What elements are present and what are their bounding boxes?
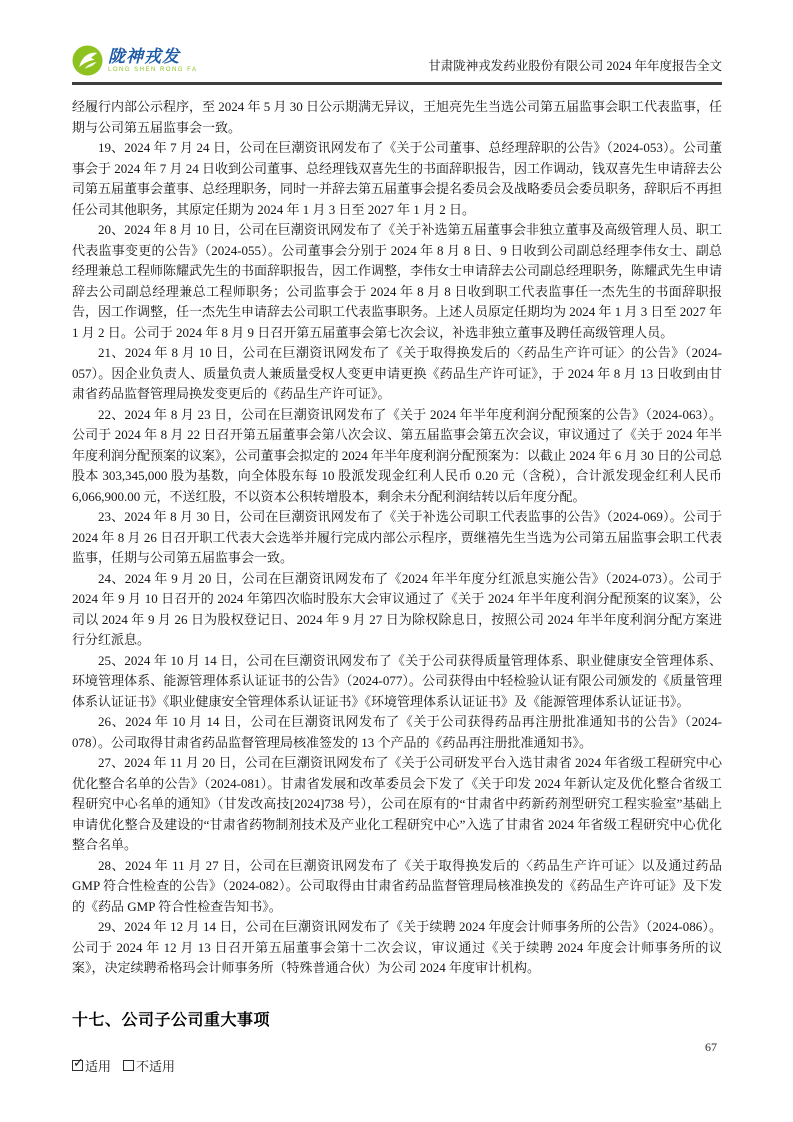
paragraph: 经履行内部公示程序，至 2024 年 5 月 30 日公示期满无异议，王旭亮先生当选公司第五届监事会职工代表监事，任期与公司第五届监事会一致。 xyxy=(72,99,723,135)
paragraph: 21、2024 年 8 月 10 日，公司在巨潮资讯网发布了《关于取得换发后的〈药品生产许可证〉的公告》（2024-057）。因企业负责人、质量负责人兼质量受权人变更申请更换《药品生产许可证》，于 2024 年 8 月 13 日收到由甘肃省药品监督管理局换发变更后的《药品生产许可证》。 xyxy=(72,345,722,401)
company-logo xyxy=(72,45,198,76)
section-heading: 十七、公司子公司重大事项 xyxy=(72,1011,271,1029)
paragraph: 20、2024 年 8 月 10 日，公司在巨潮资讯网发布了《关于补选第五届董事会非独立董事及高级管理人员、职工代表监事变更的公告》（2024-055）。公司董事会分别于 2024 年 8 月 8 日、9 日收到公司副总经理李伟女士、副总经理兼总工程师陈耀武先生的书面辞职报告，因工作调整，李伟女士申请辞去公司副总经理职务，陈耀武先生申请辞去公司副总经理兼总工程师职务；公司监事会于 2024 年 8 月 8 日收到职工代表监事任一杰先生的书面辞职报告，因工作调整，任一杰先生申请辞去公司职工代表监事职务。上述人员原定任期均为 2024 年 1 月 3 日至 2027 年 1 月 2 日。公司于 2024 年 8 月 9 日召开第五届董事会第七次会议，补选非独立董事及聘任高级管理人员。 xyxy=(72,222,723,340)
page-number: 67 xyxy=(705,1040,717,1054)
paragraph: 25、2024 年 10 月 14 日，公司在巨潮资讯网发布了《关于公司获得质量管理体系、职业健康安全管理体系、环境管理体系、能源管理体系认证证书的公告》（2024-077）。公司获得由中轻检验认证有限公司颁发的《质量管理体系认证证书》《职业健康安全管理体系认证证书》《环境管理体系认证证书》及《能源管理体系认证证书》。 xyxy=(72,652,722,709)
applicable-option[interactable] xyxy=(72,1056,111,1075)
paragraph: 29、2024 年 12 月 14 日，公司在巨潮资讯网发布了《关于续聘 2024 年度会计师事务所的公告》（2024-086）。公司于 2024 年 12 月 13 日召开第五届董事会第十二次会议，审议通过《关于续聘 2024 年度会计师事务所的议案》，决定续聘希格玛会计师事务所（特殊普通合伙）为公司 2024 年度审计机构。 xyxy=(72,919,722,975)
paragraph-list xyxy=(72,97,722,979)
brand-name-en: LONG SHEN RONG FA xyxy=(108,67,198,73)
brand-name-cn: 陇神戎发 xyxy=(108,47,180,66)
checkbox-unchecked-icon[interactable] xyxy=(123,1060,134,1071)
report-body xyxy=(72,97,722,1075)
logo-icon xyxy=(72,45,103,76)
page-header xyxy=(72,42,722,85)
check-mark-icon: ✓ xyxy=(73,1055,84,1071)
paragraph: 28、2024 年 11 月 27 日，公司在巨潮资讯网发布了《关于取得换发后的〈药品生产许可证〉以及通过药品 GMP 符合性检查的公告》（2024-082）。公司取得由甘肃省药品监督管理局核准换发的《药品生产许可证》及下发的《药品 GMP 符合性检查告知书》。 xyxy=(72,857,722,914)
logo-text xyxy=(108,48,198,73)
paragraph: 24、2024 年 9 月 20 日，公司在巨潮资讯网发布了《2024 年半年度分红派息实施公告》（2024-073）。公司于 2024 年 9 月 10 日召开的 2024 年第四次临时股东大会审议通过了《关于 2024 年半年度利润分配预案的议案》，公司以 2024 年 9 月 26 日为股权登记日、2024 年 9 月 27 日为除权除息日，按照公司 2024 年半年度利润分配方案进行分红派息。 xyxy=(72,570,722,647)
paragraph: 22、2024 年 8 月 23 日，公司在巨潮资讯网发布了《关于 2024 年半年度利润分配预案的公告》（2024-063）。公司于 2024 年 8 月 22 日召开第五届董事会第八次会议、第五届监事会第五次会议，审议通过了《关于 2024 年半年度利润分配预案的议案》，公司董事会拟定的 2024 年半年度利润分配预案为：以截止 2024 年 6 月 30 日的公司总股本 303,345,000 股为基数，向全体股东每 10 股派发现金红利人民币 0.20 元（含税），合计派发现金红利人民币 6,066,900.00 元，不送红股，不以资本公积转增股本，剩余未分配利润结转以后年度分配。 xyxy=(72,406,723,504)
report-title: 甘肃陇神戎发药业股份有限公司 2024 年年度报告全文 xyxy=(428,59,722,73)
not-applicable-label: 不适用 xyxy=(136,1058,176,1074)
paragraph: 23、2024 年 8 月 30 日，公司在巨潮资讯网发布了《关于补选公司职工代表监事的公告》（2024-069）。公司于 2024 年 8 月 26 日召开职工代表大会选举并履行完成内部公示程序，贾继禧先生当选为公司第五届监事会职工代表监事，任期与公司第五届监事会一致。 xyxy=(72,509,722,565)
applicable-label: 适用 xyxy=(85,1058,112,1074)
paragraph: 27、2024 年 11 月 20 日，公司在巨潮资讯网发布了《关于公司研发平台入选甘肃省 2024 年省级工程研究中心优化整合名单的公告》（2024-081）。甘肃省发展和改革委员会下发了《关于印发 2024 年新认定及优化整合省级工程研究中心名单的通知》（甘发改高技[2024]738 号），公司在原有的“甘肃省中药新药剂型研究工程实验室”基础上申请优化整合及建设的“甘肃省药物制剂技术及产业化工程研究中心”入选了甘肃省 2024 年省级工程研究中心优化整合名单。 xyxy=(72,755,722,852)
paragraph: 19、2024 年 7 月 24 日，公司在巨潮资讯网发布了《关于公司董事、总经理辞职的公告》（2024-053）。公司董事会于 2024 年 7 月 24 日收到公司董事、总经理钱双喜先生的书面辞职报告，因工作调动，钱双喜先生申请辞去公司第五届董事会董事、总经理职务，同时一并辞去第五届董事会提名委员会及战略委员会委员职务，辞职后不再担任公司其他职务，其原定任期为 2024 年 1 月 3 日至 2027 年 1 月 2 日。 xyxy=(72,140,723,217)
not-applicable-option[interactable] xyxy=(123,1056,175,1075)
paragraph: 26、2024 年 10 月 14 日，公司在巨潮资讯网发布了《关于公司获得药品再注册批准通知书的公告》（2024-078）。公司取得甘肃省药品监督管理局核准签发的 13 个产品的《药品再注册批准通知书》。 xyxy=(72,714,722,750)
checkbox-checked-icon[interactable] xyxy=(72,1055,84,1071)
applicability-row xyxy=(72,1056,722,1075)
